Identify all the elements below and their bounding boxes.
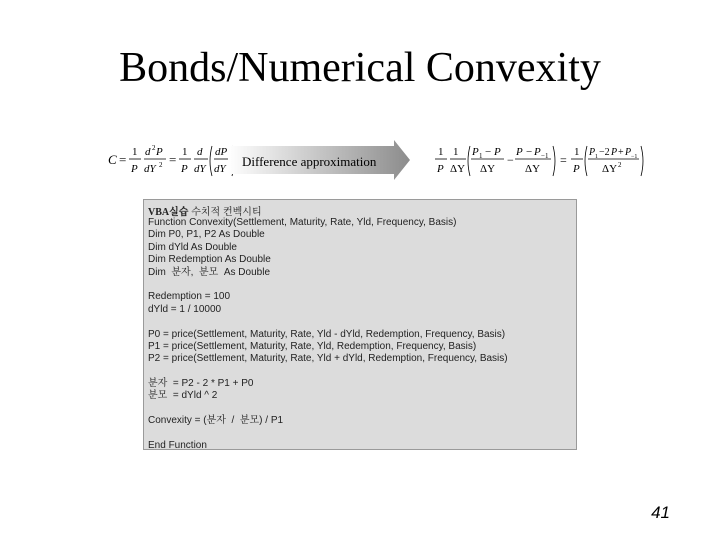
svg-text:d: d [145,146,151,158]
code-line [148,279,508,291]
arrow-label: Difference approximation [242,154,377,169]
svg-text:P: P [181,163,188,175]
page-number: 41 [651,503,670,522]
difference-approximation-formula [434,142,656,182]
svg-text:dY: dY [194,163,206,175]
svg-text:P: P [494,146,501,158]
svg-text:P: P [156,146,163,158]
svg-text:−: − [507,153,514,167]
svg-text:−1: −1 [631,154,638,160]
code-line: 분모 = dYld ^ 2 [148,390,218,402]
code-line: P2 = price(Settlement, Maturity, Rate, Yld + dYld, Redemption, Frequency, Basis) [148,353,508,365]
svg-text:ΔY: ΔY [602,163,618,175]
svg-text:P: P [589,147,596,158]
svg-text:ΔY: ΔY [480,163,496,175]
code-line: P0 = price(Settlement, Maturity, Rate, Yld - dYld, Redemption, Frequency, Basis) [148,328,506,340]
svg-text:dY: dY [214,163,226,175]
svg-text:P: P [472,146,479,158]
code-line: Dim Redemption As Double [148,254,271,266]
code-line [148,428,508,440]
svg-text:=: = [119,152,127,167]
svg-text:=: = [560,153,567,167]
slide-title: Bonds/Numerical Convexity [119,45,601,91]
svg-text:2: 2 [159,161,163,169]
svg-text:1: 1 [595,154,598,160]
svg-text:1: 1 [479,152,483,160]
svg-text:P: P [625,147,632,158]
svg-text:1: 1 [132,146,138,158]
code-line: Dim dYld As Double [148,241,237,253]
svg-text:−: − [485,146,492,158]
code-line [148,366,508,378]
svg-text:ΔY: ΔY [525,163,541,175]
svg-text:1: 1 [453,146,459,158]
svg-text:1: 1 [574,146,580,158]
code-line: End Function [148,440,207,452]
formula-strip [100,138,660,184]
svg-text:2: 2 [152,144,156,152]
code-line: Dim 분자, 분모 As Double [148,266,270,278]
svg-text:P: P [573,163,580,175]
code-line: Function Convexity(Settlement, Maturity, Rate, Yld, Frequency, Basis) [148,217,457,228]
svg-text:C: C [108,152,117,167]
code-line: Dim P0, P1, P2 As Double [148,229,265,241]
svg-text:d: d [197,146,203,158]
code-line: 분자 = P2 - 2 * P1 + P0 [148,378,254,390]
svg-text:=: = [169,152,177,167]
svg-text:dP: dP [215,146,228,158]
code-header [148,203,262,218]
code-line: dYld = 1 / 10000 [148,303,222,315]
code-line [148,316,508,328]
svg-text:P: P [534,146,541,158]
svg-text:dY: dY [144,163,156,175]
svg-text:−2: −2 [599,147,610,158]
svg-text:−: − [526,146,533,158]
svg-text:2: 2 [618,161,622,169]
code-line: Redemption = 100 [148,291,231,303]
svg-text:P: P [611,147,618,158]
code-line [148,403,508,415]
svg-text:+: + [618,147,624,158]
svg-text:1: 1 [438,146,444,158]
svg-text:P: P [516,146,523,158]
svg-text:P: P [437,163,444,175]
svg-text:ΔY: ΔY [450,163,466,175]
convexity-definition-formula [106,142,246,182]
vba-code-box [143,199,577,450]
code-lines [148,217,508,452]
code-line: Convexity = (분자 / 분모) / P1 [148,415,284,427]
code-line: P1 = price(Settlement, Maturity, Rate, Yld, Redemption, Frequency, Basis) [148,340,477,352]
svg-text:−1: −1 [541,152,549,160]
svg-text:P: P [131,163,138,175]
code-header-rest: 수치적 컨벡시티 [188,207,262,218]
code-header-bold: VBA실습 [148,207,189,218]
svg-text:1: 1 [182,146,188,158]
